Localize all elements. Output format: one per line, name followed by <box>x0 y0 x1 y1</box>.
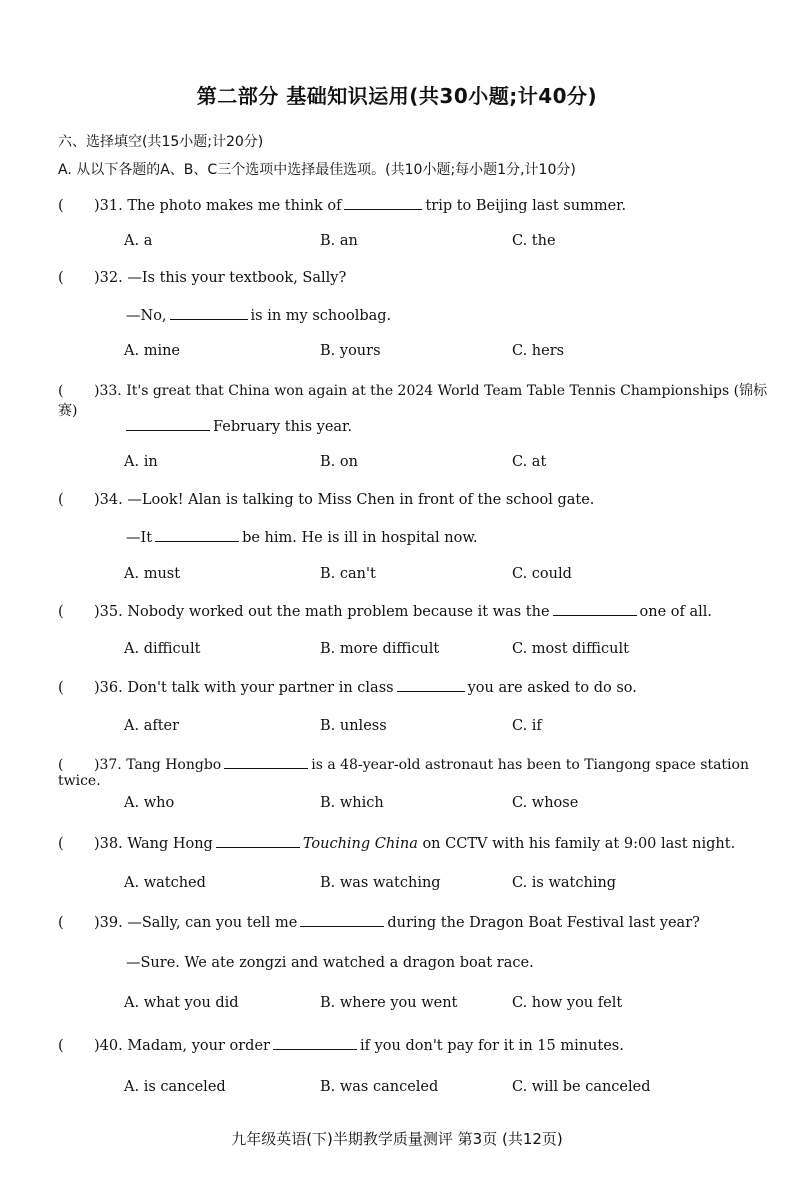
option-c: C. the <box>512 233 556 249</box>
question-text: It's great that China won again at the 2024 World Team Table Tennis Championships (锦标赛) <box>58 383 768 419</box>
answer-blank <box>300 914 384 927</box>
option-b: B. was canceled <box>320 1079 439 1095</box>
question-number: )33. <box>94 383 122 399</box>
question-34 <box>58 492 778 508</box>
program-title: Touching China <box>302 836 418 852</box>
question-number: )37. <box>94 757 122 773</box>
answer-paren: ( <box>58 915 64 931</box>
answer-blank <box>216 835 300 848</box>
option-b: B. unless <box>320 718 387 734</box>
question-text: Tang Hongbo <box>126 757 222 773</box>
answer-paren: ( <box>58 680 64 696</box>
question-text: Don't talk with your partner in class <box>127 680 394 696</box>
question-text: Wang Hong <box>127 836 213 852</box>
option-b: B. an <box>320 233 358 249</box>
question-number: )36. <box>94 680 123 696</box>
question-text: Madam, your order <box>127 1038 270 1054</box>
question-text-tail: is a 48-year-old astronaut has been to Tiangong space station twice. <box>58 757 749 789</box>
answer-paren: ( <box>58 1038 64 1054</box>
dialog-text: —No, <box>126 308 167 324</box>
question-40 <box>58 1037 778 1054</box>
option-a: A. must <box>124 566 181 582</box>
option-b: B. can't <box>320 566 376 582</box>
question-text-tail: you are asked to do so. <box>467 680 637 696</box>
answer-paren: ( <box>58 270 64 286</box>
answer-paren: ( <box>58 383 64 399</box>
question-34-line2 <box>126 529 478 546</box>
question-31 <box>58 197 778 214</box>
question-number: )34. <box>94 492 123 508</box>
question-number: )35. <box>94 604 123 620</box>
option-c: C. if <box>512 718 542 734</box>
part-title: 第二部分 基础知识运用(共30小题;计40分) <box>196 84 598 108</box>
question-39 <box>58 914 778 931</box>
question-text: Nobody worked out the math problem because it was the <box>127 604 550 620</box>
question-text-tail: on CCTV with his family at 9:00 last night. <box>422 836 736 852</box>
answer-blank <box>224 756 308 769</box>
question-36 <box>58 679 778 696</box>
option-a: A. a <box>124 233 153 249</box>
question-text-tail: trip to Beijing last summer. <box>425 198 627 214</box>
option-a: A. difficult <box>124 641 201 657</box>
question-38 <box>58 835 778 852</box>
dialog-text: —It <box>126 530 153 546</box>
option-a: A. what you did <box>124 995 239 1011</box>
dialog-text-tail: be him. He is ill in hospital now. <box>242 530 478 546</box>
section-six-heading: 六、选择填空(共15小题;计20分) <box>58 134 264 150</box>
option-c: C. could <box>512 566 572 582</box>
question-number: )31. <box>94 198 123 214</box>
question-number: )32. <box>94 270 123 286</box>
option-b: B. yours <box>320 343 381 359</box>
option-c: C. whose <box>512 795 579 811</box>
question-text: —Is this your textbook, Sally? <box>127 270 347 286</box>
answer-paren: ( <box>58 836 64 852</box>
option-a: A. after <box>124 718 180 734</box>
question-text-tail: one of all. <box>639 604 713 620</box>
question-33 <box>58 380 778 420</box>
option-b: B. on <box>320 454 358 470</box>
question-text-tail: during the Dragon Boat Festival last year? <box>387 915 700 931</box>
answer-paren: ( <box>58 604 64 620</box>
answer-blank <box>553 603 637 616</box>
answer-blank <box>170 307 248 320</box>
question-text: —Sally, can you tell me <box>127 915 298 931</box>
answer-paren: ( <box>58 198 64 214</box>
section-a-instructions: A. 从以下各题的A、B、C三个选项中选择最佳选项。(共10小题;每小题1分,计10分) <box>58 162 576 178</box>
option-a: A. mine <box>124 343 180 359</box>
question-35 <box>58 603 778 620</box>
option-a: A. who <box>124 795 175 811</box>
option-c: C. will be canceled <box>512 1079 651 1095</box>
question-32 <box>58 270 778 286</box>
option-c: C. is watching <box>512 875 617 891</box>
answer-blank <box>155 529 239 542</box>
question-33-line2 <box>126 418 352 435</box>
option-b: B. where you went <box>320 995 458 1011</box>
dialog-text-tail: is in my schoolbag. <box>250 308 392 324</box>
question-number: )40. <box>94 1038 123 1054</box>
question-text-tail: if you don't pay for it in 15 minutes. <box>359 1038 624 1054</box>
question-32-line2 <box>126 307 391 324</box>
option-a: A. watched <box>124 875 206 891</box>
question-text: The photo makes me think of <box>127 198 342 214</box>
answer-blank <box>126 418 210 431</box>
option-b: B. which <box>320 795 384 811</box>
question-39-line2: —Sure. We ate zongzi and watched a dragon boat race. <box>126 955 534 971</box>
option-b: B. more difficult <box>320 641 440 657</box>
page-footer: 九年级英语(下)半期教学质量测评 第3页 (共12页) <box>231 1130 563 1148</box>
question-text-tail: February this year. <box>213 419 352 435</box>
option-c: C. hers <box>512 343 565 359</box>
option-b: B. was watching <box>320 875 441 891</box>
question-37 <box>58 756 778 789</box>
option-a: A. is canceled <box>124 1079 226 1095</box>
question-number: )38. <box>94 836 123 852</box>
answer-blank <box>344 197 422 210</box>
question-number: )39. <box>94 915 123 931</box>
option-c: C. at <box>512 454 547 470</box>
answer-blank <box>273 1037 357 1050</box>
option-c: C. how you felt <box>512 995 623 1011</box>
answer-paren: ( <box>58 492 64 508</box>
option-a: A. in <box>124 454 158 470</box>
option-c: C. most difficult <box>512 641 629 657</box>
answer-paren: ( <box>58 757 64 773</box>
question-text: —Look! Alan is talking to Miss Chen in front of the school gate. <box>127 492 595 508</box>
answer-blank <box>397 679 465 692</box>
